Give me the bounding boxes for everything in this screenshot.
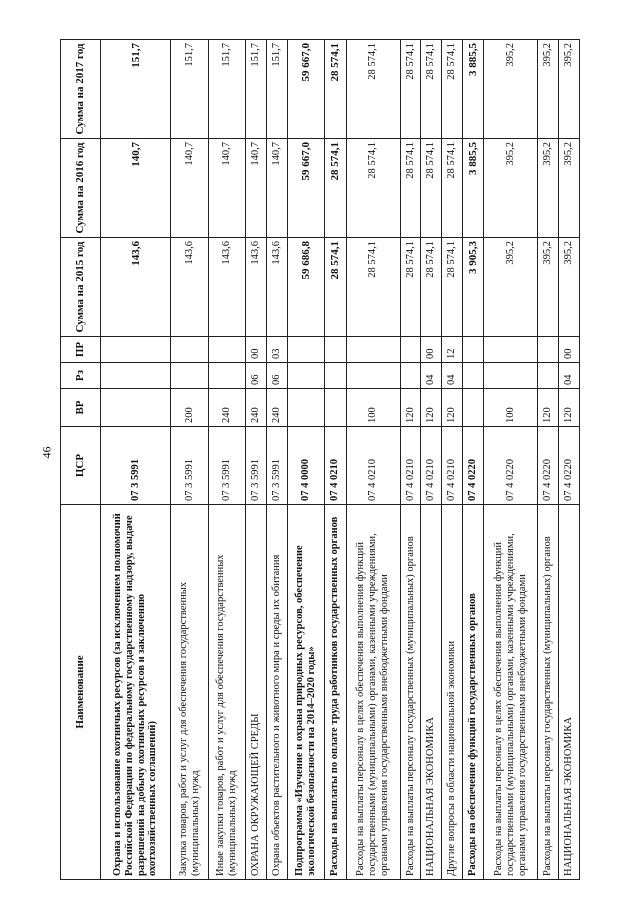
cell-sum-2017: 395,2 [538,40,559,139]
cell-sum-2017: 28 574,1 [421,40,442,139]
table-row [421,40,442,880]
cell-rz: 04 [442,363,463,389]
cell-csr: 07 3 5991 [171,427,208,505]
cell-name: Расходы на выплаты персоналу в целях обеспечения выполнения функций государственными (муниципальными) органами, казенными учреждениями, органами управления государственными внебюджетными фондами [484,505,538,880]
cell-pr [346,337,400,363]
cell-csr: 07 3 5991 [208,427,245,505]
cell-name: Расходы на выплаты по оплате труда работников государственных органов [325,505,347,880]
cell-sum-2017: 3 885,5 [462,40,484,139]
cell-rz: 04 [559,363,580,389]
cell-csr: 07 3 5991 [101,427,171,505]
cell-name: Расходы на выплаты персоналу государственных (муниципальных) органов [538,505,559,880]
cell-sum-2016: 395,2 [538,139,559,238]
header-name: Наименование [61,505,101,880]
cell-sum-2017: 28 574,1 [346,40,400,139]
cell-vr: 240 [266,389,287,427]
cell-sum-2017: 28 574,1 [442,40,463,139]
cell-sum-2015: 143,6 [208,238,245,337]
cell-sum-2016: 28 574,1 [421,139,442,238]
cell-sum-2015: 3 905,3 [462,238,484,337]
cell-name: Подпрограмма «Изучение и охрана природных ресурсов, обеспечение экологической безопасности на 2014–2020 годы» [287,505,324,880]
cell-pr [171,337,208,363]
table-row [171,40,208,880]
cell-pr [400,337,421,363]
cell-csr: 07 4 0220 [462,427,484,505]
rotated-table-frame [60,40,580,880]
cell-sum-2016: 28 574,1 [325,139,347,238]
cell-name: ОХРАНА ОКРУЖАЮЩЕЙ СРЕДЫ [246,505,267,880]
table-row [538,40,559,880]
cell-vr: 120 [421,389,442,427]
table-row [101,40,171,880]
cell-sum-2017: 151,7 [208,40,245,139]
cell-name: Расходы на выплаты персоналу в целях обеспечения выполнения функций государственными (муниципальными) органами, казенными учреждениями, органами управления государственными внебюджетными фондами [346,505,400,880]
cell-name: НАЦИОНАЛЬНАЯ ЭКОНОМИКА [559,505,580,880]
cell-csr: 07 4 0210 [325,427,347,505]
cell-pr [208,337,245,363]
cell-sum-2015: 28 574,1 [400,238,421,337]
table-row [346,40,400,880]
table-row [462,40,484,880]
cell-sum-2015: 143,6 [266,238,287,337]
cell-pr: 00 [421,337,442,363]
cell-pr: 00 [246,337,267,363]
table-row [559,40,580,880]
cell-vr [101,389,171,427]
cell-vr: 200 [171,389,208,427]
cell-pr: 12 [442,337,463,363]
cell-pr [462,337,484,363]
header-rz: Рз [61,363,101,389]
cell-name: Расходы на выплаты персоналу государственных (муниципальных) органов [400,505,421,880]
cell-rz [400,363,421,389]
table-row [325,40,347,880]
table-row [442,40,463,880]
cell-csr: 07 4 0210 [346,427,400,505]
cell-sum-2016: 395,2 [484,139,538,238]
cell-sum-2016: 28 574,1 [442,139,463,238]
cell-pr [325,337,347,363]
cell-sum-2015: 59 686,8 [287,238,324,337]
cell-vr [325,389,347,427]
cell-name: Иные закупки товаров, работ и услуг для обеспечения государственных (муниципальных) нужд [208,505,245,880]
cell-sum-2015: 28 574,1 [325,238,347,337]
cell-name: Охрана объектов растительного и животного мира и среды их обитания [266,505,287,880]
cell-sum-2016: 3 885,5 [462,139,484,238]
cell-sum-2017: 28 574,1 [400,40,421,139]
cell-sum-2017: 28 574,1 [325,40,347,139]
cell-sum-2017: 395,2 [559,40,580,139]
cell-vr: 120 [559,389,580,427]
cell-csr: 07 4 0220 [559,427,580,505]
cell-rz: 06 [246,363,267,389]
page-number: 46 [39,446,54,459]
table-row [400,40,421,880]
cell-sum-2017: 59 667,0 [287,40,324,139]
cell-pr [538,337,559,363]
cell-name: Расходы на обеспечение функций государственных органов [462,505,484,880]
table-row [287,40,324,880]
cell-pr: 00 [559,337,580,363]
cell-vr: 240 [208,389,245,427]
header-vr: ВР [61,389,101,427]
cell-rz [171,363,208,389]
cell-sum-2016: 59 667,0 [287,139,324,238]
cell-vr [287,389,324,427]
cell-csr: 07 4 0220 [484,427,538,505]
cell-sum-2015: 28 574,1 [421,238,442,337]
cell-sum-2015: 395,2 [559,238,580,337]
cell-pr: 03 [266,337,287,363]
cell-pr [484,337,538,363]
table-row [484,40,538,880]
cell-pr [101,337,171,363]
cell-sum-2016: 140,7 [101,139,171,238]
table-header-row [61,40,101,880]
cell-sum-2015: 395,2 [484,238,538,337]
cell-rz [287,363,324,389]
header-csr: ЦСР [61,427,101,505]
table-row [266,40,287,880]
cell-sum-2016: 140,7 [171,139,208,238]
cell-csr: 07 4 0210 [442,427,463,505]
cell-vr: 120 [538,389,559,427]
cell-csr: 07 4 0000 [287,427,324,505]
header-pr: ПР [61,337,101,363]
cell-vr: 100 [346,389,400,427]
header-sum-2016: Сумма на 2016 год [61,139,101,238]
cell-rz [101,363,171,389]
cell-sum-2015: 28 574,1 [442,238,463,337]
cell-sum-2015: 28 574,1 [346,238,400,337]
cell-rz [462,363,484,389]
cell-sum-2016: 395,2 [559,139,580,238]
cell-csr: 07 3 5991 [246,427,267,505]
cell-sum-2016: 140,7 [246,139,267,238]
cell-sum-2016: 28 574,1 [400,139,421,238]
cell-name: Другие вопросы в области национальной экономики [442,505,463,880]
table-container [60,40,580,880]
cell-name: НАЦИОНАЛЬНАЯ ЭКОНОМИКА [421,505,442,880]
cell-csr: 07 4 0210 [421,427,442,505]
cell-vr: 120 [442,389,463,427]
cell-sum-2017: 151,7 [171,40,208,139]
cell-csr: 07 4 0220 [538,427,559,505]
cell-csr: 07 3 5991 [266,427,287,505]
cell-sum-2015: 143,6 [171,238,208,337]
cell-rz [484,363,538,389]
cell-rz [325,363,347,389]
cell-rz: 06 [266,363,287,389]
cell-sum-2015: 143,6 [101,238,171,337]
cell-sum-2017: 151,7 [246,40,267,139]
cell-csr: 07 4 0210 [400,427,421,505]
cell-sum-2017: 395,2 [484,40,538,139]
cell-sum-2016: 28 574,1 [346,139,400,238]
cell-rz [538,363,559,389]
cell-rz [208,363,245,389]
cell-vr: 120 [400,389,421,427]
budget-table [60,39,580,880]
cell-name: Закупка товаров, работ и услуг для обеспечения государственных (муниципальных) нужд [171,505,208,880]
header-sum-2015: Сумма на 2015 год [61,238,101,337]
cell-sum-2015: 143,6 [246,238,267,337]
cell-sum-2016: 140,7 [208,139,245,238]
cell-sum-2015: 395,2 [538,238,559,337]
cell-vr: 240 [246,389,267,427]
cell-name: Охрана и использование охотничьих ресурсов (за исключением полномочий Российской Федерации по федеральному государственному надзору, выдаче разрешений на добычу охотничьих ресурсов и заключению охотхозяйственных соглашений) [101,505,171,880]
cell-pr [287,337,324,363]
cell-sum-2017: 151,7 [101,40,171,139]
cell-vr [462,389,484,427]
cell-rz [346,363,400,389]
header-sum-2017: Сумма на 2017 год [61,40,101,139]
cell-rz: 04 [421,363,442,389]
cell-sum-2016: 140,7 [266,139,287,238]
cell-sum-2017: 151,7 [266,40,287,139]
table-row [208,40,245,880]
table-row [246,40,267,880]
cell-vr: 100 [484,389,538,427]
